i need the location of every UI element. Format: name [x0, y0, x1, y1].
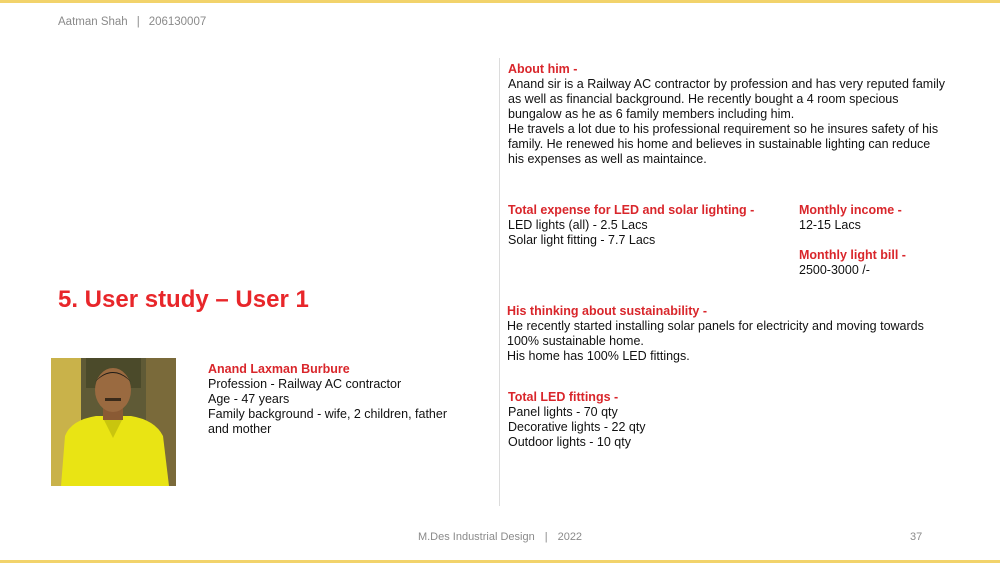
sustainability-paragraph: He recently started installing solar panels for electricity and moving towards 100% sustainable home.	[507, 319, 924, 348]
light-bill-section	[799, 248, 979, 278]
top-accent-bar	[0, 0, 1000, 3]
slide-header	[58, 16, 206, 28]
user-profile	[208, 362, 448, 437]
slide-footer	[0, 531, 1000, 543]
user-detail-line: Profession - Railway AC contractor	[208, 377, 402, 391]
slide-title: 5. User study – User 1	[58, 286, 309, 313]
income-heading: Monthly income -	[799, 203, 902, 217]
led-fittings-section	[508, 390, 778, 450]
about-paragraph: Anand sir is a Railway AC contractor by profession and has very reputed family as well as financial background. He recently bought a 4 room specious bungalow as he as 6 family members including him.	[508, 77, 946, 121]
sustainability-paragraph: His home has 100% LED fittings.	[507, 349, 690, 363]
user-name: Anand Laxman Burbure	[208, 362, 350, 376]
footer-separator: |	[544, 531, 548, 543]
sustainability-section	[507, 304, 937, 364]
header-separator: |	[136, 16, 140, 28]
user-photo	[51, 358, 176, 486]
about-heading: About him -	[508, 62, 578, 76]
led-fittings-heading: Total LED fittings -	[508, 390, 619, 404]
about-paragraph: He travels a lot due to his professional requirement so he insures safety of his family. He renewed his home and believes in sustainable lighting can reduce his expenses as well as maintaince.	[508, 122, 939, 166]
sustainability-heading: His thinking about sustainability -	[507, 304, 708, 318]
led-fitting-line: Panel lights - 70 qty	[508, 405, 618, 419]
expense-section	[508, 203, 778, 248]
expense-line: Solar light fitting - 7.7 Lacs	[508, 233, 656, 247]
user-detail-line: Family background - wife, 2 children, father and mother	[208, 407, 447, 436]
user-detail-line: Age - 47 years	[208, 392, 290, 406]
expense-heading: Total expense for LED and solar lighting -	[508, 203, 755, 217]
light-bill-heading: Monthly light bill -	[799, 248, 906, 262]
expense-line: LED lights (all) - 2.5 Lacs	[508, 218, 648, 232]
page-number: 37	[910, 531, 923, 543]
footer-program: M.Des Industrial Design	[417, 531, 535, 543]
column-divider	[499, 58, 500, 506]
footer-year: 2022	[557, 531, 583, 543]
author-name: Aatman Shah	[58, 16, 128, 28]
about-section	[508, 62, 948, 167]
author-id: 206130007	[148, 16, 207, 28]
led-fitting-line: Decorative lights - 22 qty	[508, 420, 646, 434]
light-bill-value: 2500-3000 /-	[799, 263, 870, 277]
led-fitting-line: Outdoor lights - 10 qty	[508, 435, 631, 449]
income-value: 12-15 Lacs	[799, 218, 861, 232]
income-section	[799, 203, 979, 233]
